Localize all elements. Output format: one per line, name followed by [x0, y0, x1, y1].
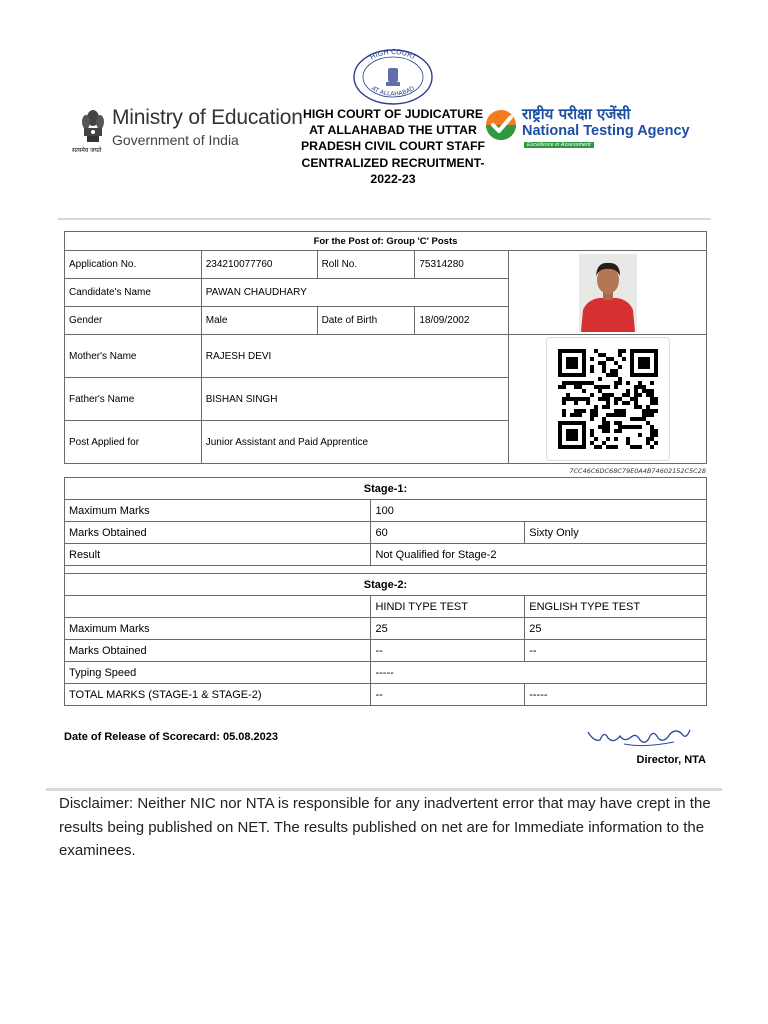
post-applied-label: Post Applied for [65, 421, 202, 464]
gender-label: Gender [65, 307, 202, 335]
qr-hash: 7CC46C6DC68C79E0A4B74602152C5C28 [569, 467, 706, 475]
father-name-label: Father's Name [65, 378, 202, 421]
stage2-obtained-hindi: -- [371, 640, 525, 662]
nta-hindi-name: राष्ट्रीय परीक्षा एजेंसी [522, 105, 631, 123]
typing-speed-value: ----- [371, 662, 707, 684]
dob-value: 18/09/2002 [415, 307, 509, 335]
high-court-seal-icon [352, 48, 434, 106]
post-heading: For the Post of: Group 'C' Posts [65, 232, 707, 251]
gender-value: Male [201, 307, 317, 335]
total-marks-label: TOTAL MARKS (STAGE-1 & STAGE-2) [65, 684, 371, 706]
stage1-obtained-words: Sixty Only [525, 522, 707, 544]
qr-code [558, 349, 658, 449]
typing-speed-label: Typing Speed [65, 662, 371, 684]
stage1-result-label: Result [65, 544, 371, 566]
total-marks-english: ----- [525, 684, 707, 706]
roll-number: 75314280 [415, 251, 509, 279]
stage2-max-label: Maximum Marks [65, 618, 371, 640]
stage1-result-value: Not Qualified for Stage-2 [371, 544, 707, 566]
stage1-max-value: 100 [371, 500, 707, 522]
ministry-subtitle: Government of India [112, 132, 239, 148]
stage1-obtained-label: Marks Obtained [65, 522, 371, 544]
candidate-name-label: Candidate's Name [65, 279, 202, 307]
seal-text-top: HIGH COURT [368, 48, 418, 62]
disclaimer-divider [46, 788, 722, 791]
seal-text-bottom: AT ALLAHABAD [370, 84, 416, 98]
application-label: Application No. [65, 251, 202, 279]
stage2-max-english: 25 [525, 618, 707, 640]
mother-name: RAJESH DEVI [201, 335, 508, 378]
total-marks-hindi: -- [371, 684, 525, 706]
application-number: 234210077760 [201, 251, 317, 279]
stage-results-table [64, 477, 707, 706]
post-applied-value: Junior Assistant and Paid Apprentice [201, 421, 508, 464]
photo-cell [509, 251, 707, 335]
exam-title: HIGH COURT OF JUDICATURE AT ALLAHABAD THE UTTAR PRADESH CIVIL COURT STAFF CENTRALIZED RECRUITMENT- 2022-23 [300, 107, 485, 186]
stage2-blank-header [65, 596, 371, 618]
svg-text:AT ALLAHABAD [370, 85, 416, 98]
disclaimer-text: Disclaimer: Neither NIC nor NTA is responsible for any inadvertent error that may have crept in the results being published on NET. The results published on net are for Immediate information to the examinees. [59, 795, 711, 859]
emblem-caption: सत्यमेव जयते [72, 147, 102, 154]
qr-cell [509, 335, 707, 464]
candidate-name: PAWAN CHAUDHARY [201, 279, 508, 307]
roll-label: Roll No. [317, 251, 415, 279]
director-title: Director, NTA [636, 754, 706, 766]
candidate-photo [579, 254, 637, 332]
stage2-max-hindi: 25 [371, 618, 525, 640]
stage2-obtained-label: Marks Obtained [65, 640, 371, 662]
stage2-obtained-english: -- [525, 640, 707, 662]
release-date: Date of Release of Scorecard: 05.08.2023 [64, 731, 279, 743]
stage1-max-label: Maximum Marks [65, 500, 371, 522]
stage2-heading: Stage-2: [65, 574, 707, 596]
nta-english-name: National Testing Agency [522, 123, 690, 139]
stage2-col-hindi: HINDI TYPE TEST [371, 596, 525, 618]
dob-label: Date of Birth [317, 307, 415, 335]
candidate-details-table [64, 231, 707, 464]
mother-name-label: Mother's Name [65, 335, 202, 378]
stage1-obtained-value: 60 [371, 522, 525, 544]
stage-separator [65, 566, 707, 574]
nta-logo [484, 104, 704, 154]
stage1-heading: Stage-1: [65, 478, 707, 500]
header-divider [58, 218, 711, 220]
stage2-col-english: ENGLISH TYPE TEST [525, 596, 707, 618]
director-signature [584, 720, 696, 754]
svg-text:HIGH COURT [369, 48, 418, 62]
father-name: BISHAN SINGH [201, 378, 508, 421]
ministry-of-education-logo [72, 102, 318, 162]
nta-tagline: Excellence in Assessment [524, 142, 594, 148]
nta-check-icon [484, 108, 518, 142]
ministry-title: Ministry of Education [112, 106, 303, 129]
